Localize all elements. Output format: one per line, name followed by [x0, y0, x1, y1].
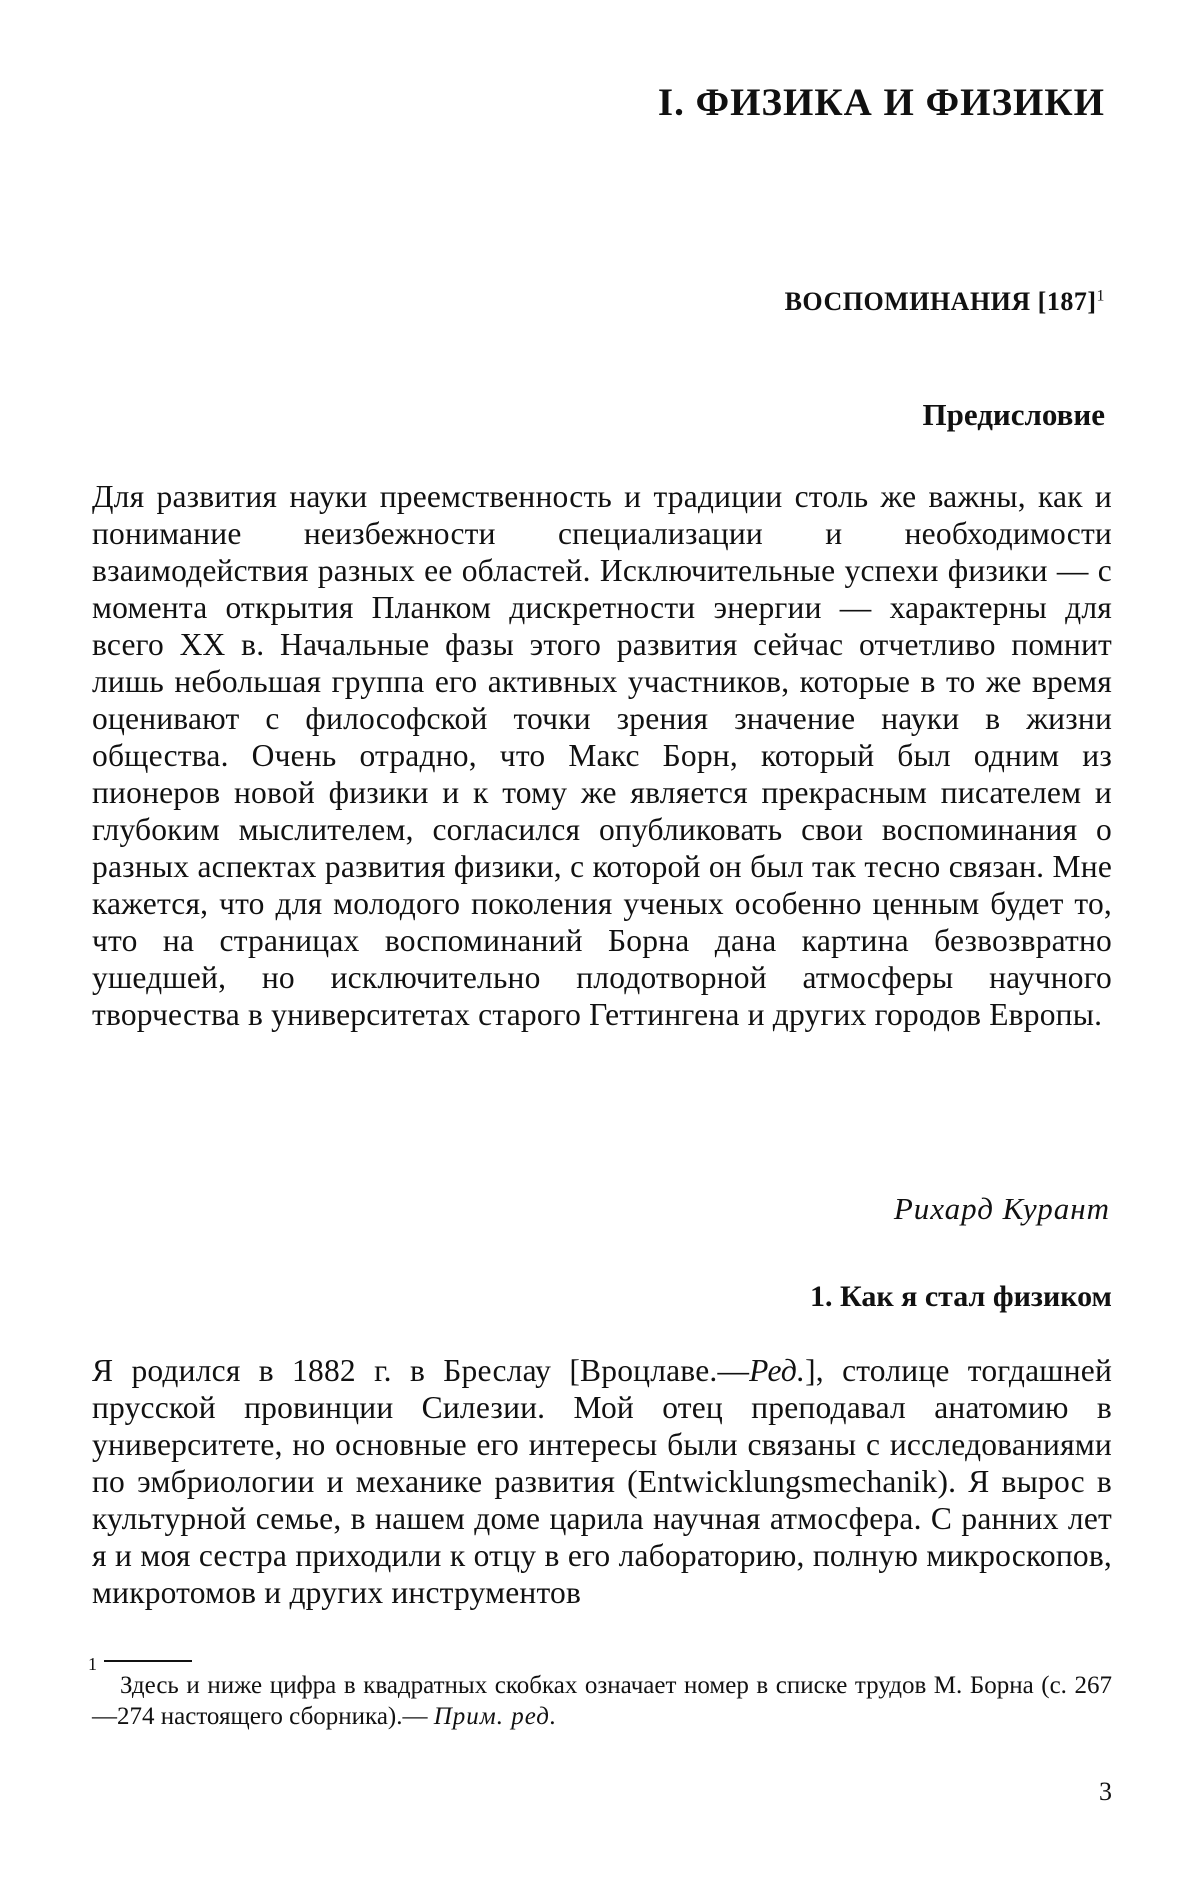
chapter-text-rest: ], столице тогдашней прусской провинции Силезии. Мой отец преподавал анатомию в университете, но основные его интересы были связаны с исследованиями по эмбриологии и механике развития (Entwicklungsmechanik). Я вырос в культурной семье, в нашем доме царила научная атмосфера. С ранних лет я и моя сестра приходили к отцу в его лабораторию, полную микроскопов, микротомов и других инструментов: [92, 1353, 1113, 1610]
preface-heading: Предисловие: [922, 397, 1105, 432]
part-title: I. ФИЗИКА И ФИЗИКИ: [657, 81, 1105, 124]
page-number: 3: [1099, 1777, 1112, 1806]
footnote-editor-note: Прим. ред.: [433, 1703, 558, 1730]
footnote-reference: 1: [1096, 287, 1105, 305]
footnote-text: [92, 1670, 1112, 1732]
footnote-divider: [104, 1660, 192, 1662]
chapter-text: [92, 1352, 1112, 1611]
preface-text: Для развития науки преемственность и традиции столь же важны, как и понимание неизбежности специализации и необходимости взаимодействия разных ее областей. Исключительные успехи физики — с момента открытия Планком дискретности энергии — характерны для всего XX в. Начальные фазы этого развития сейчас отчетливо помнит лишь небольшая группа его активных участников, которые в то же время оценивают с философской точки зрения значение науки в жизни общества. Очень отрадно, что Макс Борн, который был одним из пионеров новой физики и к тому же является прекрасным писателем и глубоким мыслителем, согласился опубликовать свои воспоминания о разных аспектах развития физики, с которой он был так тесно связан. Мне кажется, что для молодого поколения ученых особенно ценным будет то, что на страницах воспоминаний Борна дана картина безвозвратно ушедшей, но исключительно плодотворной атмосферы научного творчества в университетах старого Геттингена и других городов Европы.: [92, 479, 1112, 1032]
editor-note: Ред.: [749, 1353, 806, 1388]
preface-signature: Рихард Курант: [893, 1191, 1110, 1226]
footnote-body: Здесь и ниже цифра в квадратных скобках означает номер в списке трудов М. Борна (с. 267—274 настоящего сборника).—: [92, 1672, 1112, 1730]
section-heading: 1. Как я стал физиком: [809, 1280, 1112, 1313]
article-title-text: ВОСПОМИНАНИЯ [187]: [784, 287, 1097, 316]
footnote-marker: 1: [88, 1654, 97, 1674]
article-title: [90, 287, 1105, 317]
chapter-text-start: Я родился в 1882 г. в Бреслау [Вроцлаве.—: [92, 1353, 750, 1388]
